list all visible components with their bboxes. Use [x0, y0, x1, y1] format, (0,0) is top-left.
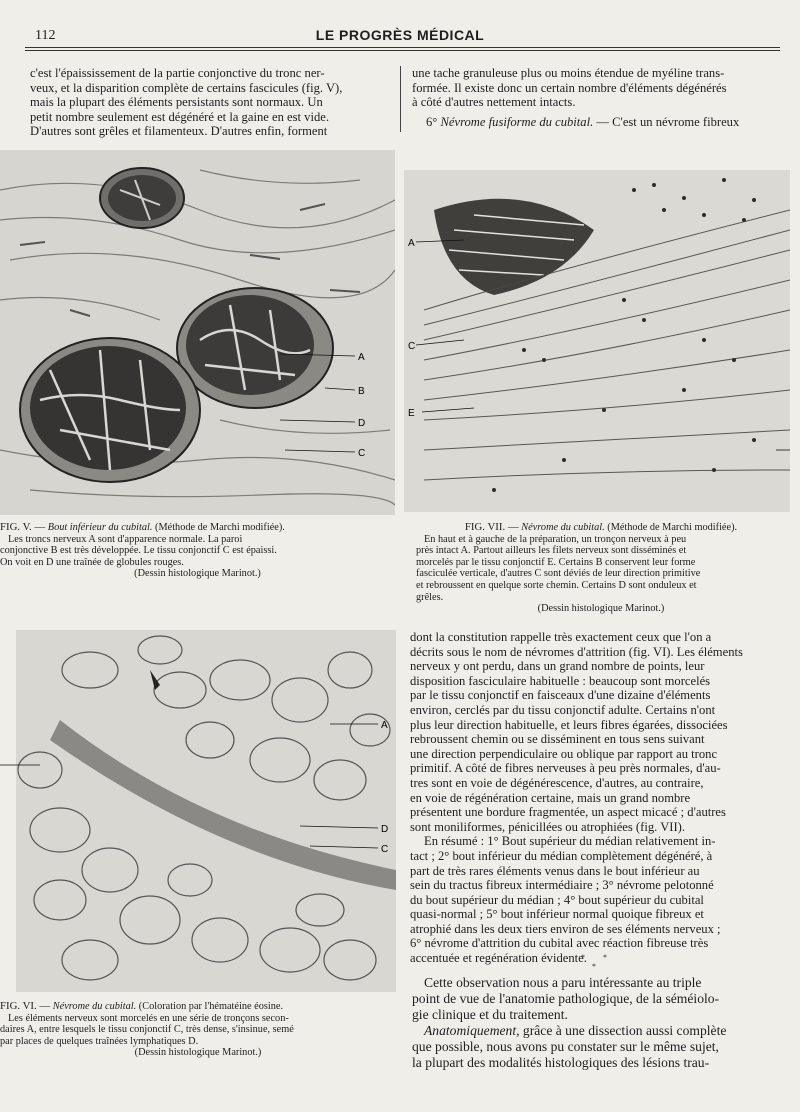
- text-line: une direction perpendiculaire ou oblique par rapport au tronc: [410, 746, 718, 761]
- text-line: rebroussent chemin ou se disséminent en tous sens suivant: [410, 732, 705, 747]
- text-line: petit nombre seulement est dégénéré et la gaine en est vide.: [30, 109, 329, 124]
- text-line: du bout supérieur du médian ; 4° bout supérieur du cubital: [410, 892, 704, 907]
- top-right-paragraph: [412, 66, 782, 129]
- caption-line: près intact A. Partout ailleurs les filets nerveux sont disséminés et: [416, 545, 687, 557]
- text-line: quasi-normal ; 5° bout inférieur normal quoique fibreux et: [410, 907, 704, 922]
- header-rule: [25, 47, 780, 48]
- section-text: — C'est un névrome fibreux: [596, 114, 740, 129]
- label-b: B: [358, 386, 365, 397]
- section-heading: [412, 115, 782, 130]
- text-line: disposition fasciculaire habituelle : beaucoup sont morcelés: [410, 673, 711, 688]
- text-line: accentuée et regénération évidente.: [410, 951, 587, 966]
- text-line: primitif. A côté de fibres nerveuses à peu près normales, d'au-: [410, 761, 721, 776]
- text-line: c'est l'épaississement de la partie conjonctive du tronc ner-: [30, 66, 325, 80]
- text-line: environ, cerclés par du tissu conjonctif adulte. Certains n'ont: [410, 702, 716, 717]
- right-column-body: [410, 630, 782, 966]
- text-line: une tache granuleuse plus ou moins étendue de myéline trans-: [412, 66, 725, 80]
- header-rule-double: [25, 50, 780, 51]
- text-line: en voie de régénération certaine, mais un grand nombre: [410, 790, 691, 805]
- text-line: Cette observation nous a paru intéressante au triple: [424, 975, 702, 990]
- figure-6-image: [0, 630, 396, 992]
- text-line: plus leur direction habituelle, et leurs fibres égarées, dissociées: [410, 717, 728, 732]
- label-d: D: [381, 824, 389, 835]
- text-line: sein du tractus fibreux intermédiaire ; 3° névrome pelotonné: [410, 878, 714, 893]
- caption-line: conjonctive B est très développée. Le tissu conjonctif C est épaissi.: [0, 545, 277, 557]
- text-line: la plupart des modalités histologiques des lésions trau-: [412, 1055, 710, 1070]
- closing-lead: Anatomiquement,: [424, 1023, 520, 1038]
- label-d: D: [358, 418, 366, 429]
- text-line: décrits sous le nom de névromes d'attrition (fig. VI). Les éléments: [410, 644, 743, 659]
- caption-title: Bout inférieur du cubital.: [47, 522, 153, 533]
- journal-title: LE PROGRÈS MÉDICAL: [315, 27, 485, 43]
- text-line: formée. Il existe donc un certain nombre d'éléments dégénérés: [412, 80, 727, 95]
- text-line: tact ; 2° bout inférieur du médian complètement dégénéré, à: [410, 848, 713, 863]
- caption-heading: [0, 1001, 396, 1013]
- closing-paragraph: [412, 975, 782, 1071]
- figure-5-caption: [0, 522, 395, 580]
- column-rule: [400, 66, 401, 132]
- text-line: mais la plupart des éléments persistants sont normaux. Un: [30, 95, 323, 110]
- figure-7-drawing: [404, 150, 790, 512]
- text-line: dont la constitution rappelle très exactement ceux que l'on a: [410, 630, 712, 644]
- top-left-paragraph: [30, 66, 392, 139]
- caption-prefix: FIG. V. —: [0, 521, 46, 533]
- label-c: C: [358, 448, 366, 459]
- text-line: par le tissu conjonctif en faisceaux d'une dizaine d'éléments: [410, 688, 711, 703]
- text-line: 6° névrome d'attrition du cubital avec réaction fibreuse très: [410, 936, 709, 951]
- caption-line: morcelés par le tissu conjonctif E. Certains B conservent leur forme: [416, 556, 696, 568]
- text-line: veux, et la disparition complète de certains fascicules (fig. V),: [30, 80, 343, 95]
- text-line: part de très rares éléments venus dans le bout inférieur au: [410, 863, 700, 878]
- figure-6-caption: [0, 1001, 396, 1059]
- caption-line: par places de quelques traînées lymphatiques D.: [0, 1035, 199, 1047]
- caption-line: Les troncs nerveux A sont d'apparence normale. La paroi: [8, 533, 243, 545]
- caption-credit: (Dessin histologique Marinot.): [134, 568, 261, 580]
- label-a: A: [381, 720, 388, 731]
- text-line: présentent une bordure fragmentée, un aspect micacé ; d'autres: [410, 805, 726, 820]
- label-c: C: [381, 844, 389, 855]
- caption-title: Névrome du cubital.: [52, 1001, 137, 1012]
- figure-5-image: [0, 150, 395, 515]
- caption-title: Névrome du cubital.: [521, 522, 605, 533]
- text-line: à côté d'autres nettement intacts.: [412, 95, 576, 110]
- section-asterism: * * *: [581, 953, 615, 971]
- caption-line: et rebroussent en quelque sorte chemin. Certains D sont onduleux et: [416, 579, 697, 591]
- caption-heading: [0, 522, 395, 534]
- label-e: E: [408, 408, 415, 419]
- figure-7-caption: [416, 522, 786, 615]
- caption-credit: (Dessin histologique Marinot.): [134, 1047, 262, 1059]
- caption-method: (Coloration par l'hématéine éosine.: [138, 1001, 284, 1012]
- text-line: sont moniliformes, pénicillées ou atrophiées (fig. VII).: [410, 819, 686, 834]
- caption-line: Les éléments nerveux sont morcelés en une série de tronçons secon-: [8, 1012, 289, 1024]
- caption-line: En haut et à gauche de la préparation, un tronçon nerveux à peu: [424, 533, 687, 545]
- figure-7-image: [404, 150, 790, 512]
- label-c: C: [408, 341, 416, 352]
- text-line: En résumé : 1° Bout supérieur du médian relativement in-: [424, 834, 716, 849]
- caption-method: (Méthode de Marchi modifiée).: [607, 522, 738, 533]
- caption-line: fasciculée verticale, d'autres C sont déviés de leur direction primitive: [416, 568, 701, 580]
- caption-heading: [416, 522, 786, 534]
- text-line: atrophié dans les deux tiers environ de ses éléments nerveux ;: [410, 921, 721, 936]
- caption-line: daires A, entre lesquels le tissu conjonctif C, très dense, s'insinue, semé: [0, 1024, 294, 1036]
- label-a: A: [358, 352, 365, 363]
- closing-line: grâce à une dissection aussi complète: [522, 1023, 727, 1038]
- caption-line: grêles.: [416, 591, 444, 603]
- text-line: nerveux y ont perdu, dans un grand nombre de points, leur: [410, 659, 705, 674]
- caption-prefix: FIG. VII. —: [464, 521, 519, 533]
- section-number: 6°: [426, 114, 438, 129]
- text-line: point de vue de l'anatomie pathologique, de la séméiolo-: [412, 991, 720, 1006]
- text-line: que possible, nous avons pu constater sur le même sujet,: [412, 1039, 719, 1054]
- caption-prefix: FIG. VI. —: [0, 1000, 51, 1012]
- figure-6-drawing: [0, 630, 396, 992]
- label-a: A: [408, 238, 415, 249]
- text-line: tres sont en voie de dégénérescence, d'autres, au contraire,: [410, 775, 704, 790]
- caption-line: On voit en D une traînée de globules rouges.: [0, 556, 184, 568]
- text-line: [412, 1023, 782, 1039]
- text-line: gie clinique et du traitement.: [412, 1007, 568, 1022]
- figure-5-drawing: [0, 150, 395, 515]
- caption-method: (Méthode de Marchi modifiée).: [155, 522, 285, 533]
- page-number: 112: [35, 28, 56, 43]
- text-line: D'autres sont grêles et filamenteux. D'autres enfin, forment: [30, 124, 328, 139]
- caption-credit: (Dessin histologique Marinot.): [537, 603, 665, 615]
- section-title: Névrome fusiforme du cubital.: [440, 114, 594, 129]
